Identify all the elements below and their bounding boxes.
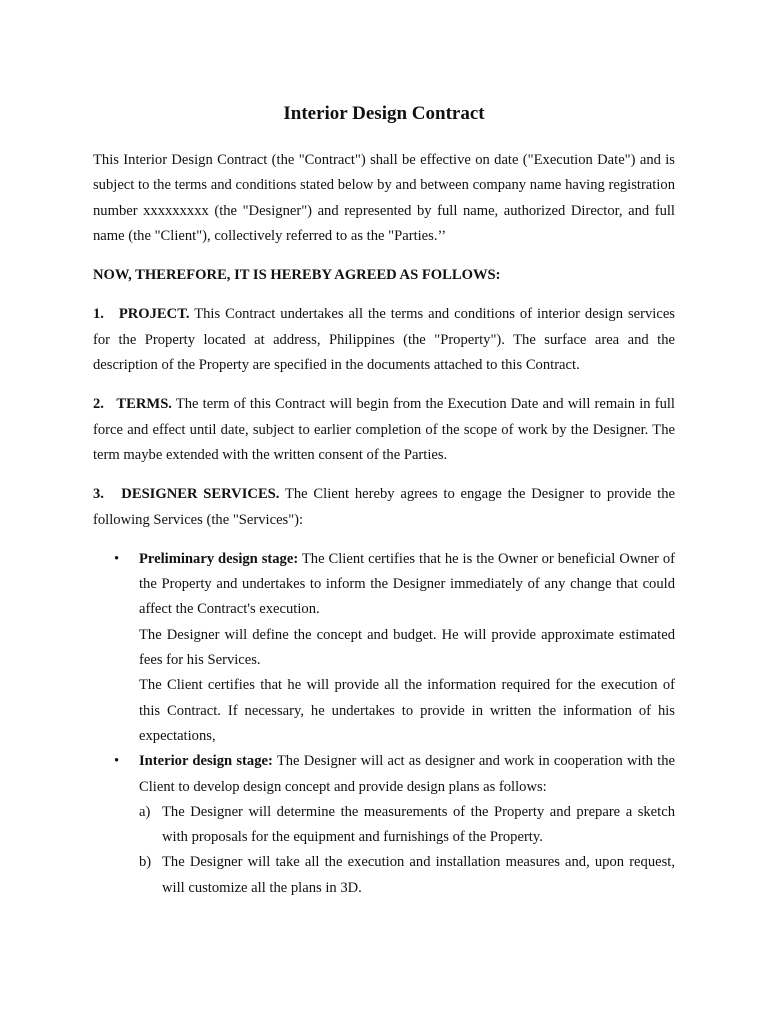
service-note: The Designer will define the concept and budget. He will provide approximate estimated fees for his Services. [139,626,675,669]
section-text: The term of this Contract will begin from the Execution Date and will remain in full force and effect until date, subject to earlier completion of the scope of work by the Designer. The term maybe extended with the written consent of the Parties. [93,396,675,463]
section-number: 2. [93,396,104,413]
service-description [139,749,675,800]
section-heading: DESIGNER SERVICES. [121,486,280,503]
service-title: Preliminary design stage: [139,550,299,567]
service-text: The Client certifies that he is the Owner or beneficial Owner of the Property and undertakes to inform the Designer immediately of any change that could affect the Contract's execution. [139,550,675,618]
service-item-interior [93,749,675,901]
section-terms [93,392,675,468]
service-note: The Client certifies that he will provide all the information required for the execution of this Contract. If necessary, he undertakes to provide in written the information of his expectations, [139,677,675,744]
agreement-heading: NOW, THEREFORE, IT IS HEREBY AGREED AS FOLLOWS: [93,267,501,284]
intro-paragraph: This Interior Design Contract (the "Contract") shall be effective on date ("Execution Date") and is subject to the terms and conditions stated below by and between company name having registration number xxxxxxxxx (the "Designer") and represented by full name, authorized Director, and full name (the "Client"), collectively referred to as the "Parties.’’ [93,152,675,244]
document-title: Interior Design Contract [283,103,485,124]
section-heading: TERMS. [116,396,172,413]
bullet-icon: • [114,753,120,770]
section-number: 3. [93,486,104,503]
interior-design-steps [139,800,675,901]
list-item-text: The Designer will determine the measurements of the Property and prepare a sketch with proposals for the equipment and furnishings of the Property. [162,803,675,846]
service-title: Interior design stage: [139,753,273,770]
services-list [93,547,675,901]
section-heading: PROJECT. [118,306,190,323]
section-project [93,302,675,378]
service-description [139,547,675,623]
list-item [139,850,675,901]
section-text: This Contract undertakes all the terms and conditions of interior design services for the Property located at address, Philippines (the "Property"). The surface area and the description of the Property are specified in the documents attached to this Contract. [93,306,675,374]
section-text: The Client hereby agrees to engage the Designer to provide the following Services (the "Services"): [93,486,676,528]
list-marker: a) [139,803,151,820]
list-marker: b) [139,854,152,871]
list-item [139,800,675,851]
bullet-icon: • [114,550,120,567]
section-number: 1. [93,306,104,323]
service-text: The Designer will act as designer and work in cooperation with the Client to develop design concept and provide design plans as follows: [139,753,676,795]
list-item-text: The Designer will take all the execution and installation measures and, upon request, will customize all the plans in 3D. [162,854,675,896]
service-item-preliminary [93,547,675,749]
section-designer-services [93,482,675,533]
